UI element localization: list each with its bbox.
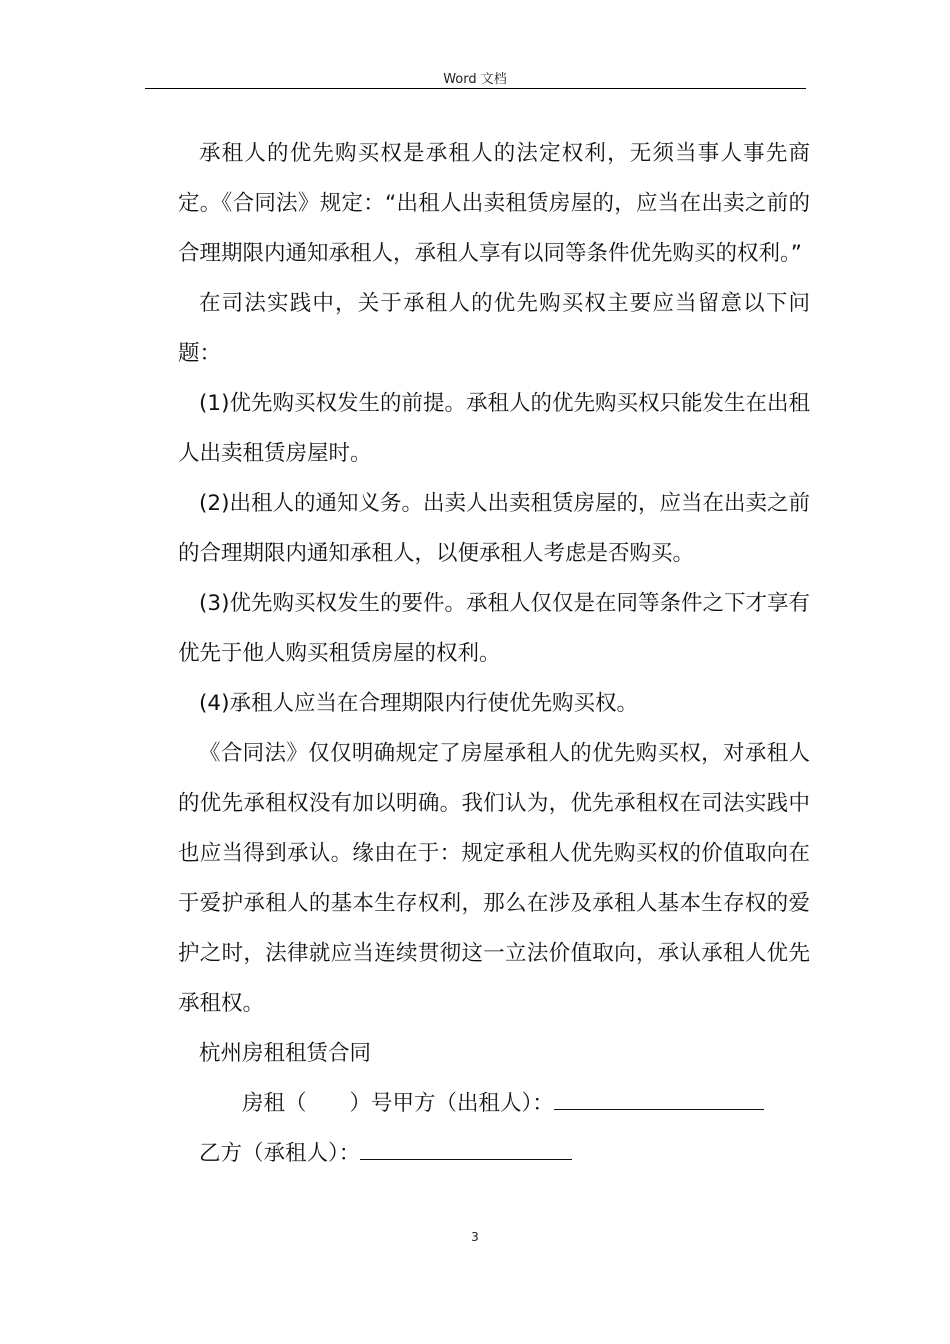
paragraph-2: 在司法实践中，关于承租人的优先购买权主要应当留意以下问题： (178, 291, 810, 366)
lessor-blank (554, 1089, 764, 1110)
contract-title: 杭州房租租赁合同 (199, 1041, 372, 1066)
lessee-blank (360, 1139, 572, 1160)
paragraph-4: (2)出租人的通知义务。出卖人出卖租赁房屋的，应当在出卖之前的合理期限内通知承租人，以便承租人考虑是否购买。 (178, 491, 810, 566)
paragraph-7: 《合同法》仅仅明确规定了房屋承租人的优先购买权，对承租人的优先承租权没有加以明确。我们认为，优先承租权在司法实践中也应当得到承认。缘由在于：规定承租人优先购买权的价值取向在于爱护承租人的基本生存权利，那么在涉及承租人基本生存权的爱护之时，法律就应当连续贯彻这一立法价值取向，承认承租人优先承租权。 (178, 741, 810, 1016)
paragraph-5: (3)优先购买权发生的要件。承租人仅仅是在同等条件之下才享有优先于他人购买租赁房屋的权利。 (178, 591, 810, 666)
lessor-label: 房租（ ）号甲方（出租人）： (242, 1091, 554, 1116)
paragraph-3: (1)优先购买权发生的前提。承租人的优先购买权只能发生在出租人出卖租赁房屋时。 (178, 391, 810, 466)
header-divider (145, 88, 806, 89)
page-header-label: Word 文档 (443, 72, 507, 87)
lessee-line (178, 1129, 810, 1179)
paragraph-1: 承租人的优先购买权是承租人的法定权利，无须当事人事先商定。《合同法》规定：“出租人出卖租赁房屋的，应当在出卖之前的合理期限内通知承租人，承租人享有以同等条件优先购买的权利。” (178, 141, 810, 266)
lessee-label: 乙方（承租人）： (199, 1141, 361, 1166)
lessor-line (178, 1079, 810, 1129)
page-number: 3 (471, 1230, 479, 1244)
paragraph-6: (4)承租人应当在合理期限内行使优先购买权。 (199, 691, 638, 716)
document-body (178, 129, 810, 1179)
